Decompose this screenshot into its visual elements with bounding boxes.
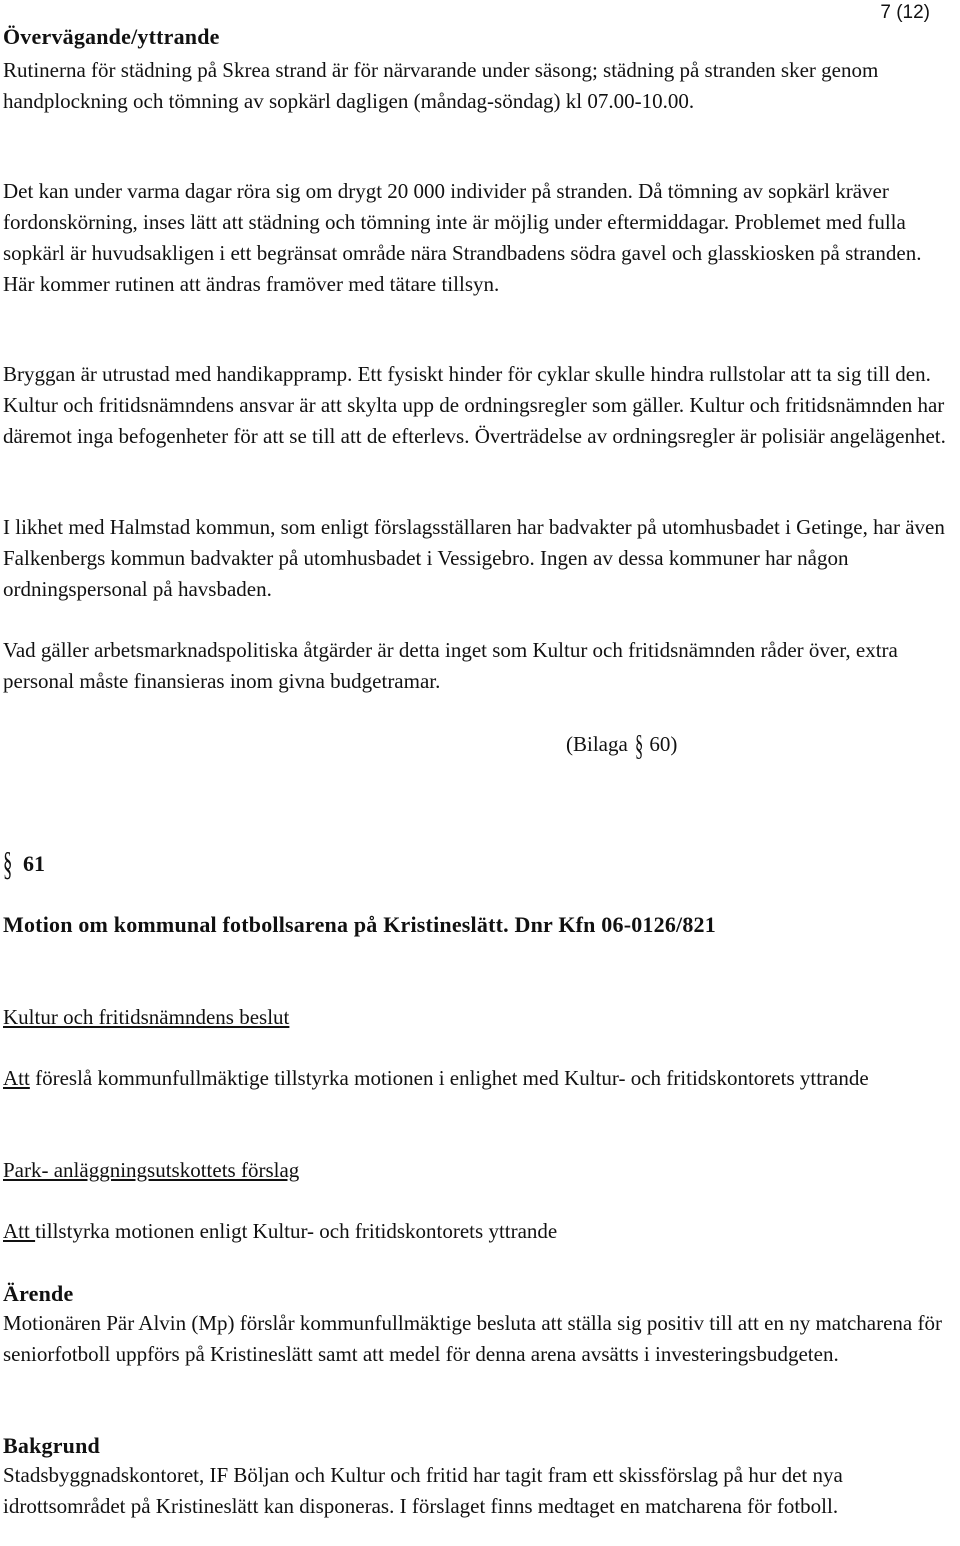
page-number: 7 (12) bbox=[880, 2, 930, 23]
proposal-att: Att bbox=[3, 1219, 36, 1243]
attachment-reference bbox=[566, 729, 677, 761]
attachment-close: 60) bbox=[649, 732, 678, 756]
decision-att: Att bbox=[3, 1066, 30, 1090]
paragraph-pier-ramp: Bryggan är utrustad med handikappramp. Ett fysiskt hinder för cyklar skulle hindra rullstolar att ta sig till den. Kultur och fritidsnämndens ansvar är att skylta upp de ordningsregler som gäller. Kultur och fritidsnämnden har däremot inga befogenheter för att se till att de efterlevs. Överträdelse av ordningsregler är polisiär angelägenhet. bbox=[3, 362, 946, 448]
arende-heading: Ärende bbox=[3, 1281, 74, 1306]
section-heading-overvaganden: Övervägande/yttrande bbox=[3, 24, 220, 49]
decision-heading: Kultur och fritidsnämndens beslut bbox=[3, 1005, 290, 1029]
bakgrund-paragraph: Stadsbyggnadskontoret, IF Böljan och Kultur och fritid har tagit fram ett skissförslag på hur det nya idrottsområdet på Kristineslätt kan disponeras. I förslaget finns medtaget en matcharena för fotboll. bbox=[3, 1463, 843, 1518]
paragraph-lifeguards: I likhet med Halmstad kommun, som enligt förslagsställaren har badvakter på utomhusbadet i Getinge, har även Falkenbergs kommun badvakter på utomhusbadet i Vessigebro. Ingen av dessa kommuner har någon ordningspersonal på havsbaden. bbox=[3, 515, 945, 601]
proposal-paragraph bbox=[3, 1216, 953, 1247]
paragraph-sign-icon: § bbox=[635, 729, 644, 762]
section-sign-icon: § bbox=[3, 846, 13, 883]
motion-title: Motion om kommunal fotbollsarena på Kristineslätt. Dnr Kfn 06-0126/821 bbox=[3, 912, 716, 937]
proposal-text: tillstyrka motionen enligt Kultur- och fritidskontorets yttrande bbox=[35, 1219, 558, 1243]
paragraph-cleaning-routines: Rutinerna för städning på Skrea strand är för närvarande under säsong; städning på stranden sker genom handplockning och tömning av sopkärl dagligen (måndag-söndag) kl 07.00-10.00. bbox=[3, 58, 879, 113]
attachment-open: (Bilaga bbox=[566, 732, 628, 756]
proposal-heading: Park- anläggningsutskottets förslag bbox=[3, 1158, 300, 1182]
section-number-value: 61 bbox=[23, 851, 45, 876]
paragraph-beach-visitors: Det kan under varma dagar röra sig om drygt 20 000 individer på stranden. Då tömning av sopkärl kräver fordonskörning, inses lätt att städning och tömning inte är möjlig under eftermiddagar. Problemet med fulla sopkärl är huvudsakligen i ett begränsat område nära Strandbadens södra gavel och glasskiosken på stranden. Här kommer rutinen att ändras framöver med tätare tillsyn. bbox=[3, 179, 922, 296]
paragraph-labour-market: Vad gäller arbetsmarknadspolitiska åtgärder är detta inget som Kultur och fritidsnämnden råder över, extra personal måste finansieras inom givna budgetramar. bbox=[3, 638, 898, 693]
decision-text: föreslå kommunfullmäktige tillstyrka motionen i enlighet med Kultur- och fritidskontorets yttrande bbox=[29, 1066, 869, 1090]
decision-paragraph bbox=[3, 1063, 953, 1094]
section-number bbox=[3, 845, 45, 885]
arende-paragraph: Motionären Pär Alvin (Mp) förslår kommunfullmäktige besluta att ställa sig positiv till att en ny matcharena för seniorfotboll uppförs på Kristineslätt samt att medel för denna arena avsätts i investeringsbudgeten. bbox=[3, 1311, 942, 1366]
bakgrund-heading: Bakgrund bbox=[3, 1433, 100, 1458]
